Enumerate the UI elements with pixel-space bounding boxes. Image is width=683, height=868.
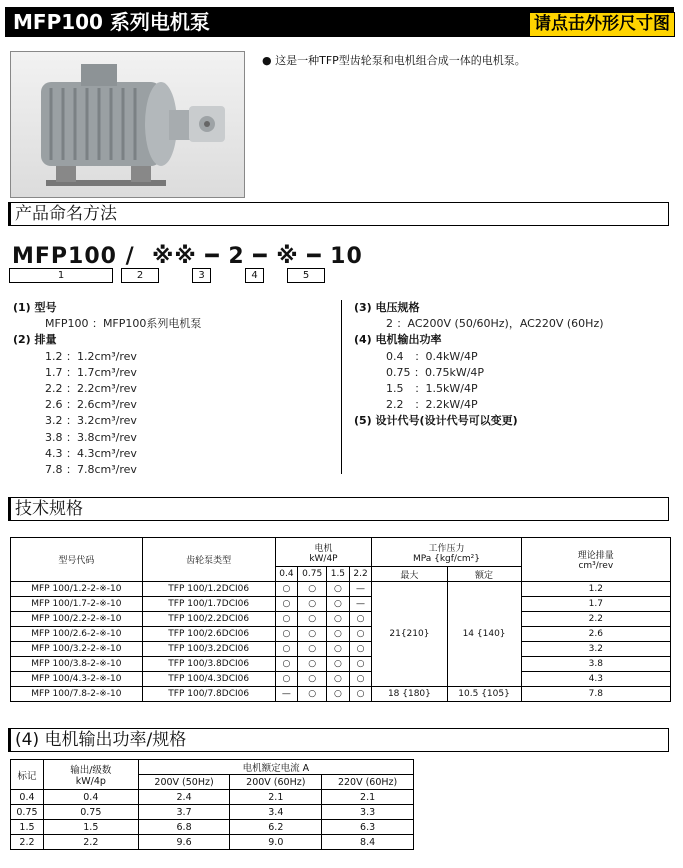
cell-current: 2.1 (322, 790, 414, 805)
cell-displacement: 3.8 (521, 657, 670, 672)
description-text: 这是一种TFP型齿轮泵和电机组合成一体的电机泵。 (275, 54, 526, 67)
cell-motor: ○ (275, 612, 298, 627)
header-current-col: 200V (60Hz) (230, 775, 322, 790)
displacement-item: 3.8 ：3.8cm³/rev (45, 430, 137, 444)
cell-current: 3.7 (138, 805, 230, 820)
cell-motor: ○ (298, 612, 327, 627)
cell-current: 6.2 (230, 820, 322, 835)
header-motor-col: 2.2 (349, 567, 372, 582)
cell-motor: ○ (298, 597, 327, 612)
header-pressure-max: 最大 (372, 567, 447, 582)
spec-section-title: 技术规格 (8, 497, 669, 521)
cell-motor: ○ (327, 642, 350, 657)
header-motor-col: 1.5 (327, 567, 350, 582)
model-code: MFP100 / ※※ ━ 2 ━ ※ ━ 10 (12, 244, 363, 269)
cell-motor: ○ (327, 657, 350, 672)
header-motor-col: 0.75 (298, 567, 327, 582)
cell-current: 9.6 (138, 835, 230, 850)
cell-current: 8.4 (322, 835, 414, 850)
cell-model: MFP 100/2.6-2-※-10 (11, 627, 143, 642)
cell-model: MFP 100/1.7-2-※-10 (11, 597, 143, 612)
table-row (11, 612, 671, 627)
power-heading: (4) 电机输出功率 (354, 333, 442, 347)
cell-current: 2.4 (138, 790, 230, 805)
cell-motor: ○ (275, 672, 298, 687)
cell-motor: ○ (298, 657, 327, 672)
column-divider (341, 300, 342, 474)
cell-current: 3.3 (322, 805, 414, 820)
cell-motor: ○ (275, 597, 298, 612)
output-table (10, 759, 414, 850)
dimension-drawing-link[interactable]: 请点击外形尺寸图 (529, 12, 675, 37)
displacement-item: 4.3 ：4.3cm³/rev (45, 446, 137, 460)
cell-motor: ○ (275, 582, 298, 597)
model-heading: (1) 型号 (13, 301, 57, 314)
cell-mark: 0.75 (11, 805, 44, 820)
naming-section-title: 产品命名方法 (8, 202, 669, 226)
voltage-heading: (3) 电压规格 (354, 301, 420, 314)
naming-right-list (354, 300, 604, 430)
cell-pump: TFP 100/1.7DCI06 (142, 597, 275, 612)
cell-displacement: 7.8 (521, 687, 670, 702)
code-box-4: 4 (245, 268, 264, 283)
product-photo (10, 51, 245, 198)
table-row (11, 582, 671, 597)
power-item: 0.4 ：0.4kW/4P (386, 349, 478, 363)
table-row (11, 657, 671, 672)
cell-displacement: 4.3 (521, 672, 670, 687)
code-box-3: 3 (192, 268, 211, 283)
cell-motor: ○ (327, 687, 350, 702)
cell-model: MFP 100/4.3-2-※-10 (11, 672, 143, 687)
output-section-title: (4) 电机输出功率/规格 (8, 728, 669, 752)
table-row (11, 642, 671, 657)
cell-motor: ○ (298, 687, 327, 702)
cell-motor: ○ (349, 657, 372, 672)
header-pressure-rated: 额定 (447, 567, 521, 582)
table-row (11, 627, 671, 642)
cell-pressure-rated: 14 {140} (447, 582, 521, 687)
cell-displacement: 1.7 (521, 597, 670, 612)
power-item: 2.2 ：2.2kW/4P (386, 398, 478, 412)
power-item: 1.5 ：1.5kW/4P (386, 382, 478, 396)
motor-pump-illustration (11, 52, 244, 197)
cell-pump: TFP 100/2.2DCI06 (142, 612, 275, 627)
cell-motor: ○ (327, 627, 350, 642)
cell-current: 2.1 (230, 790, 322, 805)
code-box-2: 2 (121, 268, 159, 283)
cell-motor: ○ (275, 642, 298, 657)
header-model: 型号代码 (11, 538, 143, 582)
cell-motor: ○ (298, 627, 327, 642)
cell-pump: TFP 100/2.6DCI06 (142, 627, 275, 642)
header-motor-col: 0.4 (275, 567, 298, 582)
cell-motor: ○ (327, 672, 350, 687)
displacement-item: 1.2 ：1.2cm³/rev (45, 349, 137, 363)
displacement-item: 2.6 ：2.6cm³/rev (45, 398, 137, 412)
cell-motor: ○ (349, 627, 372, 642)
table-row (11, 597, 671, 612)
cell-motor: ○ (349, 612, 372, 627)
displacement-heading: (2) 排量 (13, 333, 57, 347)
header-power: 输出/级数 kW/4p (43, 760, 138, 790)
cell-displacement: 2.6 (521, 627, 670, 642)
header-pump: 齿轮泵类型 (142, 538, 275, 582)
cell-motor: ○ (275, 627, 298, 642)
displacement-item: 2.2 ：2.2cm³/rev (45, 382, 137, 396)
design-heading: (5) 设计代号(设计代号可以变更) (354, 414, 518, 428)
cell-motor: — (349, 597, 372, 612)
cell-pressure-rated: 10.5 {105} (447, 687, 521, 702)
cell-displacement: 2.2 (521, 612, 670, 627)
cell-current: 9.0 (230, 835, 322, 850)
cell-motor: — (349, 582, 372, 597)
voltage-value: 2 ：AC200V (50/60Hz)，AC220V (60Hz) (386, 317, 604, 331)
cell-model: MFP 100/1.2-2-※-10 (11, 582, 143, 597)
cell-power: 2.2 (43, 835, 138, 850)
cell-pressure-max: 18 {180} (372, 687, 447, 702)
table-row (11, 805, 414, 820)
cell-motor: ○ (327, 612, 350, 627)
header-current-col: 220V (60Hz) (322, 775, 414, 790)
cell-power: 0.4 (43, 790, 138, 805)
cell-current: 6.3 (322, 820, 414, 835)
power-item: 0.75 ：0.75kW/4P (386, 365, 485, 379)
cell-model: MFP 100/3.2-2-※-10 (11, 642, 143, 657)
cell-model: MFP 100/2.2-2-※-10 (11, 612, 143, 627)
cell-motor: ○ (327, 597, 350, 612)
cell-motor: ○ (349, 687, 372, 702)
cell-displacement: 1.2 (521, 582, 670, 597)
cell-model: MFP 100/7.8-2-※-10 (11, 687, 143, 702)
spec-table (10, 537, 671, 702)
table-row (11, 790, 414, 805)
displacement-item: 3.2 ：3.2cm³/rev (45, 414, 137, 428)
code-box-5: 5 (287, 268, 325, 283)
cell-model: MFP 100/3.8-2-※-10 (11, 657, 143, 672)
displacement-item: 1.7 ：1.7cm³/rev (45, 365, 137, 379)
cell-motor: ○ (327, 582, 350, 597)
cell-pump: TFP 100/4.3DCI06 (142, 672, 275, 687)
displacement-item: 7.8 ：7.8cm³/rev (45, 463, 137, 477)
code-box-1: 1 (9, 268, 113, 283)
cell-motor: ○ (349, 672, 372, 687)
cell-power: 1.5 (43, 820, 138, 835)
header-pressure: 工作压力 MPa {kgf/cm²} (372, 538, 521, 567)
cell-power: 0.75 (43, 805, 138, 820)
table-row (11, 672, 671, 687)
cell-motor: ○ (349, 642, 372, 657)
model-value: MFP100 ：MFP100系列电机泵 (45, 317, 202, 331)
table-row (11, 687, 671, 702)
cell-motor: ○ (298, 642, 327, 657)
cell-motor: ○ (275, 657, 298, 672)
table-row (11, 835, 414, 850)
header-displacement: 理论排量 cm³/rev (521, 538, 670, 582)
cell-pump: TFP 100/1.2DCI06 (142, 582, 275, 597)
naming-left-list (13, 300, 201, 478)
cell-current: 3.4 (230, 805, 322, 820)
cell-mark: 0.4 (11, 790, 44, 805)
cell-motor: ○ (298, 672, 327, 687)
header-current-col: 200V (50Hz) (138, 775, 230, 790)
product-description: ● 这是一种TFP型齿轮泵和电机组合成一体的电机泵。 (262, 54, 526, 67)
cell-motor: — (275, 687, 298, 702)
cell-mark: 2.2 (11, 835, 44, 850)
cell-pump: TFP 100/3.8DCI06 (142, 657, 275, 672)
cell-pump: TFP 100/7.8DCI06 (142, 687, 275, 702)
cell-pressure-max: 21{210} (372, 582, 447, 687)
cell-current: 6.8 (138, 820, 230, 835)
header-current: 电机额定电流 A (138, 760, 413, 775)
header-motor: 电机 kW/4P (275, 538, 372, 567)
header-mark: 标记 (11, 760, 44, 790)
cell-displacement: 3.2 (521, 642, 670, 657)
cell-mark: 1.5 (11, 820, 44, 835)
cell-pump: TFP 100/3.2DCI06 (142, 642, 275, 657)
cell-motor: ○ (298, 582, 327, 597)
page-title: MFP100 系列电机泵 (13, 10, 210, 34)
table-row (11, 820, 414, 835)
